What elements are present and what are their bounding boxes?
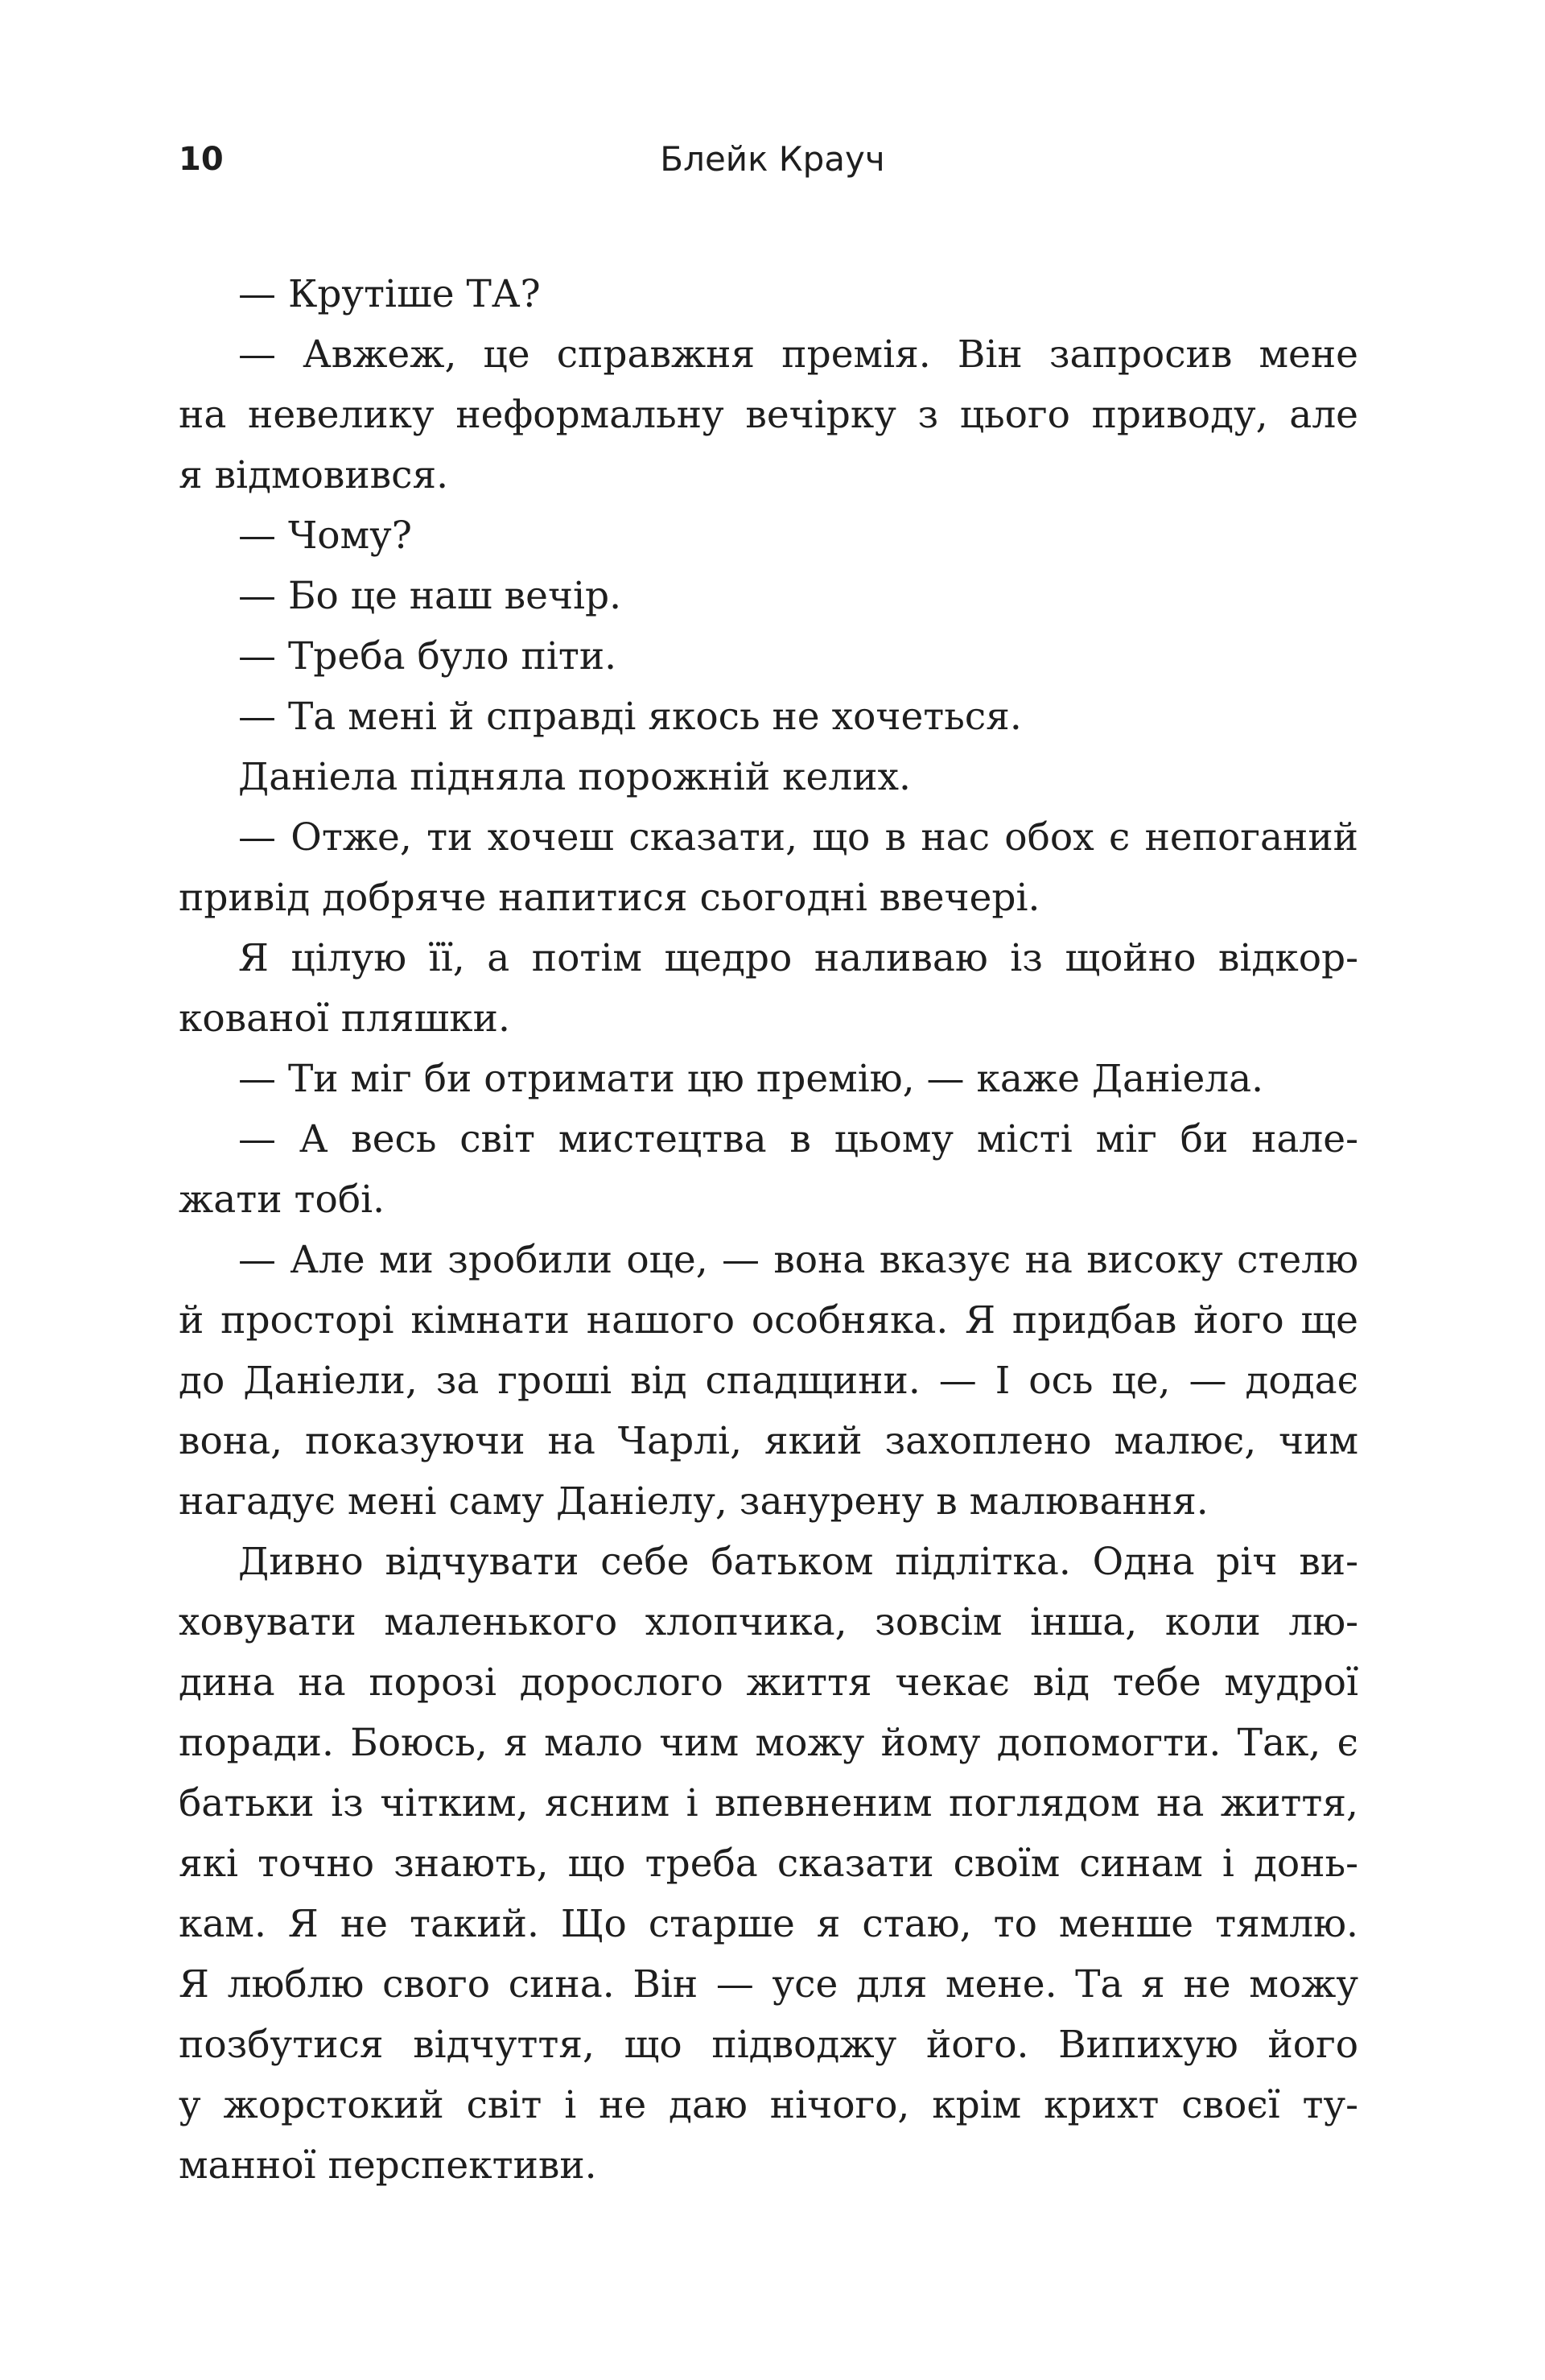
text-line: до Даніели, за гроші від спадщини. — І ось це, — додає bbox=[179, 1359, 1358, 1403]
text-line: вона, показуючи на Чарлі, який захоплено малює, чим bbox=[179, 1419, 1358, 1463]
text-line: — Але ми зробили оце, — вона вказує на високу стелю bbox=[238, 1238, 1358, 1282]
text-line: Я цілую її, а потім щедро наливаю із щойно відкор- bbox=[238, 936, 1358, 980]
text-line: батьки із чітким, ясним і впевненим поглядом на життя, bbox=[179, 1781, 1358, 1825]
text-line: — Крутіше ТА? bbox=[238, 272, 541, 316]
text-line: — Бо це наш вечір. bbox=[238, 574, 622, 618]
text-line: дина на порозі дорослого життя чекає від тебе мудрої bbox=[179, 1660, 1358, 1705]
text-line: Даніела підняла порожній келих. bbox=[238, 755, 911, 799]
body-text bbox=[179, 264, 1358, 2196]
text-line: — А весь світ мистецтва в цьому місті міг би нале- bbox=[238, 1117, 1358, 1161]
running-title: Блейк Крауч bbox=[660, 139, 885, 179]
text-line: манної перспективи. bbox=[179, 2143, 597, 2188]
text-line: Я люблю свого сина. Він — усе для мене. Та я не можу bbox=[179, 1962, 1358, 2007]
text-line: я відмовився. bbox=[179, 453, 449, 497]
text-line: кованої пляшки. bbox=[179, 996, 510, 1041]
text-line: — Авжеж, це справжня премія. Він запросив мене bbox=[238, 332, 1358, 377]
text-line: у жорстокий світ і не даю нічого, крім крихт своєї ту- bbox=[179, 2083, 1358, 2127]
page-header bbox=[0, 135, 1545, 184]
text-line: Дивно відчувати себе батьком підлітка. Одна річ ви- bbox=[238, 1540, 1358, 1584]
text-line: — Отже, ти хочеш сказати, що в нас обох є непоганий bbox=[238, 815, 1358, 860]
text-line: позбутися відчуття, що підводжу його. Випихую його bbox=[179, 2023, 1358, 2067]
text-line: й просторі кімнати нашого особняка. Я придбав його ще bbox=[179, 1298, 1358, 1343]
text-line: — Та мені й справді якось не хочеться. bbox=[238, 695, 1022, 739]
text-line: привід добряче напитися сьогодні ввечері. bbox=[179, 876, 1040, 920]
page-number: 10 bbox=[179, 141, 224, 178]
text-line: — Треба було піти. bbox=[238, 634, 617, 679]
text-line: — Ти міг би отримати цю премію, — каже Даніела. bbox=[238, 1057, 1264, 1101]
text-line: поради. Боюсь, я мало чим можу йому допомогти. Так, є bbox=[179, 1721, 1358, 1765]
text-line: ховувати маленького хлопчика, зовсім інша, коли лю- bbox=[179, 1600, 1358, 1644]
text-line: — Чому? bbox=[238, 514, 412, 558]
text-line: жати тобі. bbox=[179, 1178, 385, 1222]
text-line: які точно знають, що треба сказати своїм синам і донь- bbox=[179, 1842, 1358, 1886]
text-line: нагадує мені саму Даніелу, занурену в малювання. bbox=[179, 1479, 1209, 1524]
text-line: кам. Я не такий. Що старше я стаю, то менше тямлю. bbox=[179, 1902, 1358, 1946]
text-line: на невелику неформальну вечірку з цього приводу, але bbox=[179, 393, 1358, 437]
